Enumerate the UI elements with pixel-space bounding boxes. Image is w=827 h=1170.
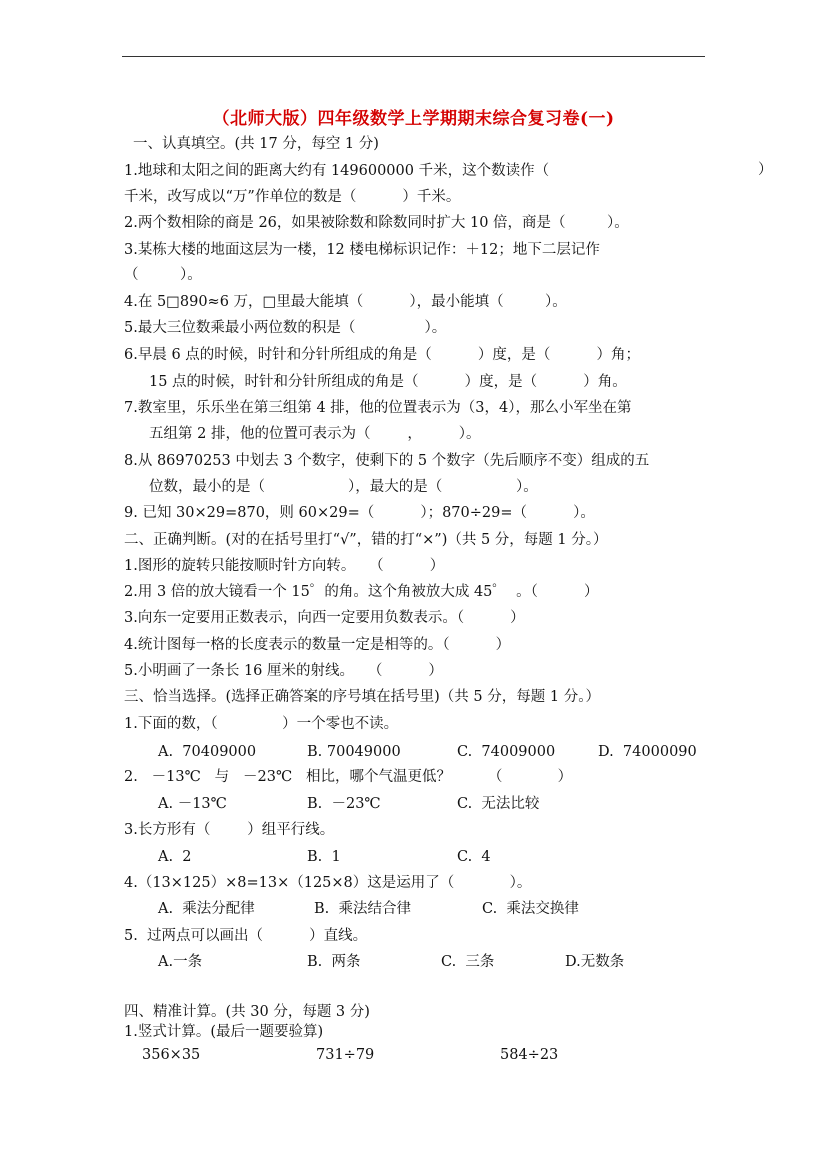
- q1-4: 4.在 5□890≈6 万，□里最大能填（ ），最小能填（ ）。: [124, 294, 567, 310]
- q3-5-option-d: D.无数条: [565, 954, 625, 970]
- q3-1: 1.下面的数，（ ）一个零也不读。: [124, 716, 399, 732]
- q3-3-option-a: A. 2: [158, 849, 192, 865]
- q1-1-line1: 1.地球和太阳之间的距离大约有 149600000 千米，这个数读作（: [124, 163, 550, 179]
- q3-3-option-c: C. 4: [457, 849, 491, 865]
- q3-2-option-a: A. －13℃: [158, 796, 227, 812]
- q3-4-option-c: C. 乘法交换律: [482, 901, 579, 917]
- q3-5-option-a: A.一条: [158, 954, 203, 970]
- q3-4-option-a: A. 乘法分配律: [158, 901, 255, 917]
- q3-1-option-d: D. 74000090: [598, 744, 697, 760]
- q1-8-line1: 8.从 86970253 中划去 3 个数字，使剩下的 5 个数字（先后顺序不变）组成的五: [124, 453, 650, 469]
- header-rule: [122, 56, 705, 57]
- q3-5: 5. 过两点可以画出（ ）直线。: [124, 928, 368, 944]
- q3-1-option-b: B. 70049000: [307, 744, 401, 760]
- q2-3: 3.向东一定要用正数表示，向西一定要用负数表示。（ ）: [124, 610, 525, 626]
- q3-5-option-c: C. 三条: [441, 954, 495, 970]
- q3-5-option-b: B. 两条: [307, 954, 361, 970]
- q3-3: 3.长方形有（ ）组平行线。: [124, 822, 335, 838]
- q3-2: 2. －13℃ 与 －23℃ 相比，哪个气温更低？ （ ）: [124, 769, 573, 785]
- q3-4: 4.（13×125）×8=13×（125×8）这是运用了（ ）。: [124, 875, 532, 891]
- q4-1: 1.竖式计算。(最后一题要验算): [124, 1024, 324, 1040]
- q3-2-option-b: B. －23℃: [307, 796, 381, 812]
- q3-4-option-b: B. 乘法结合律: [314, 901, 411, 917]
- q2-4: 4.统计图每一格的长度表示的数量一定是相等的。（ ）: [124, 637, 511, 653]
- q1-2: 2.两个数相除的商是 26，如果被除数和除数同时扩大 10 倍，商是（ ）。: [124, 215, 629, 231]
- q2-5: 5.小明画了一条长 16 厘米的射线。 （ ）: [124, 663, 443, 679]
- q1-7-line1: 7.教室里，乐乐坐在第三组第 4 排，他的位置表示为（3，4），那么小军坐在第: [124, 400, 632, 416]
- q2-1: 1.图形的旋转只能按顺时针方向转。 （ ）: [124, 558, 445, 574]
- q1-6-line2: 15 点的时候，时针和分针所组成的角是（ ）度，是（ ）角。: [149, 374, 627, 390]
- q3-1-option-c: C. 74009000: [457, 744, 556, 760]
- q1-5: 5.最大三位数乘最小两位数的积是（ ）。: [124, 320, 447, 336]
- section2-heading: 二、正确判断。(对的在括号里打“√”，错的打“×”)（共 5 分，每题 1 分。）: [124, 532, 608, 548]
- calc-item-3: 584÷23: [500, 1047, 559, 1063]
- q1-6-line1: 6.早晨 6 点的时候，时针和分针所组成的角是（ ）度，是（ ）角；: [124, 347, 640, 363]
- q3-3-option-b: B. 1: [307, 849, 341, 865]
- q1-1-line2: 千米，改写成以“万”作单位的数是（ ）千米。: [124, 189, 461, 205]
- q1-8-line2: 位数，最小的是（ ），最大的是（ ）。: [149, 479, 538, 495]
- q1-9: 9. 已知 30×29=870，则 60×29=（ ）；870÷29=（ ）。: [124, 505, 595, 521]
- section1-heading: 一、认真填空。(共 17 分，每空 1 分): [133, 136, 379, 152]
- q1-3-line2: （ ）。: [124, 267, 202, 283]
- q3-1-option-a: A. 70409000: [158, 744, 257, 760]
- q1-7-line2: 五组第 2 排，他的位置可表示为（ ， ）。: [149, 426, 481, 442]
- q1-3-line1: 3.某栋大楼的地面这层为一楼，12 楼电梯标识记作：＋12；地下二层记作: [124, 242, 600, 258]
- section4-heading: 四、精准计算。(共 30 分，每题 3 分): [124, 1004, 370, 1020]
- q2-2: 2.用 3 倍的放大镜看一个 15゜的角。这个角被放大成 45゜ 。（ ）: [124, 584, 599, 600]
- calc-item-1: 356×35: [142, 1047, 201, 1063]
- page-title: （北师大版）四年级数学上学期期末综合复习卷(一): [212, 109, 615, 129]
- section3-heading: 三、恰当选择。(选择正确答案的序号填在括号里)（共 5 分，每题 1 分。）: [124, 689, 600, 705]
- q3-2-option-c: C. 无法比较: [457, 796, 540, 812]
- q1-1-close-paren: ）: [758, 162, 773, 178]
- calc-item-2: 731÷79: [316, 1047, 375, 1063]
